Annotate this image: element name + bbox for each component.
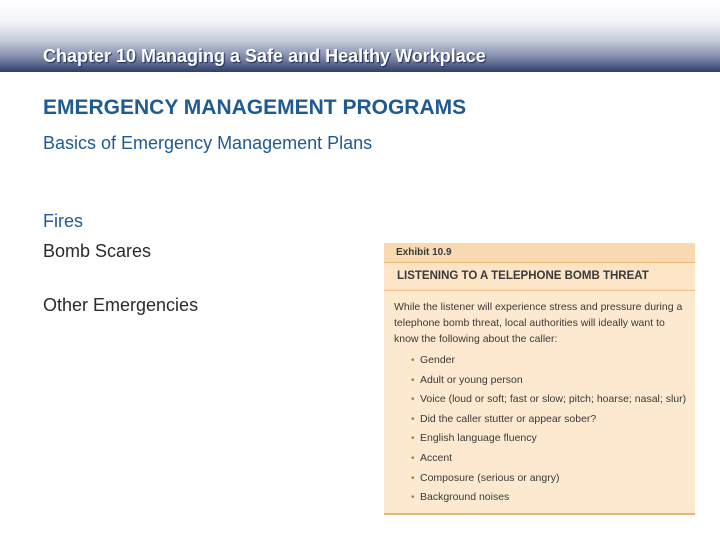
topic-bomb-scares: Bomb Scares	[43, 241, 152, 261]
bullet-icon: •	[411, 355, 415, 366]
page-title: EMERGENCY MANAGEMENT PROGRAMS	[43, 96, 467, 119]
topic-other-emergencies: Other Emergencies	[43, 295, 199, 315]
exhibit-body	[384, 291, 695, 508]
exhibit-list-item: • English language fluency	[411, 429, 685, 449]
exhibit-list-item: • Did the caller stutter or appear sober?	[411, 410, 685, 430]
bullet-icon: •	[411, 413, 415, 425]
exhibit-box	[384, 243, 695, 515]
exhibit-list-item: • Composure (serious or angry)	[411, 469, 685, 489]
topic-fires: Fires	[43, 211, 83, 231]
exhibit-intro: While the listener will experience stress and pressure during a telephone bomb threat, local authorities will ideally want to know the following about the caller:	[394, 301, 683, 345]
bullet-icon: •	[411, 374, 415, 386]
exhibit-label: Exhibit 10.9	[384, 243, 695, 263]
exhibit-list-item: • Background noises	[411, 488, 685, 508]
chapter-title: Chapter 10 Managing a Safe and Healthy Workplace	[43, 46, 486, 66]
header-bar	[0, 0, 720, 72]
exhibit-list	[394, 351, 685, 508]
exhibit-list-item: • Accent	[411, 449, 685, 469]
bullet-icon: •	[411, 452, 415, 464]
page-subtitle: Basics of Emergency Management Plans	[43, 133, 373, 153]
exhibit-list-item: • Voice (loud or soft; fast or slow; pitch; hoarse; nasal; slur)	[411, 390, 685, 410]
bullet-icon: •	[411, 492, 415, 504]
exhibit-title: LISTENING TO A TELEPHONE BOMB THREAT	[384, 263, 695, 291]
exhibit-list-item: • Gender	[411, 351, 685, 371]
bullet-icon: •	[411, 433, 415, 445]
bullet-icon: •	[411, 472, 415, 484]
exhibit-list-item: • Adult or young person	[411, 371, 685, 391]
bullet-icon: •	[411, 394, 415, 406]
